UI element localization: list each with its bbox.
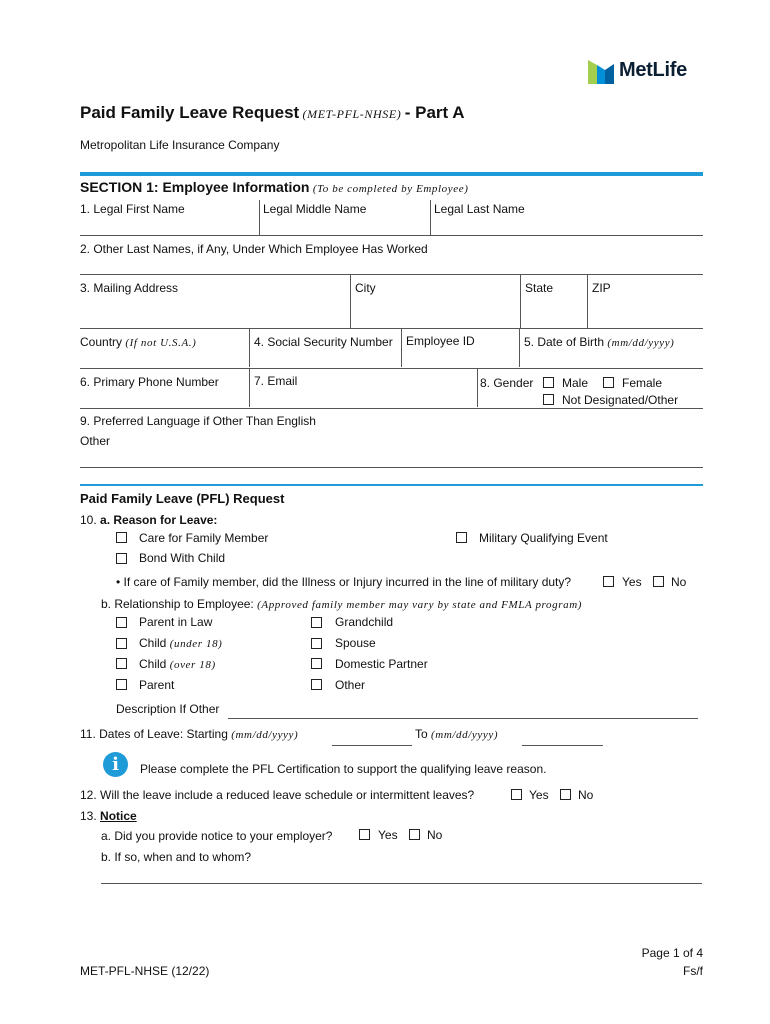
q11-start-format: (mm/dd/yyyy) — [231, 729, 299, 741]
other-names-label: 2. Other Last Names, if Any, Under Which Employee Has Worked — [80, 242, 428, 256]
reason-family-label: Care for Family Member — [139, 531, 269, 545]
employee-id-field[interactable] — [403, 350, 517, 365]
rel-parent-checkbox[interactable] — [116, 679, 127, 690]
q11-text: 11. Dates of Leave: Starting — [80, 727, 228, 741]
q10b-label — [101, 597, 582, 611]
last-name-field[interactable] — [432, 218, 702, 234]
rel-domestic-checkbox[interactable] — [311, 658, 322, 669]
email-field[interactable] — [251, 391, 475, 406]
dob-label — [524, 335, 674, 349]
employee-id-label: Employee ID — [406, 334, 475, 348]
gender-other-label: Not Designated/Other — [562, 393, 679, 407]
q13b-label: b. If so, when and to whom? — [101, 850, 252, 864]
dob-field[interactable] — [521, 350, 702, 365]
military-no-label: No — [671, 575, 687, 589]
pfl-rule — [80, 484, 703, 486]
ssn-field[interactable] — [251, 350, 399, 365]
country-field[interactable] — [80, 350, 247, 365]
q10a-text: a. Reason for Leave: — [100, 513, 218, 527]
q10b-note: (Approved family member may vary by state and FMLA program) — [257, 599, 583, 611]
rel-parent-label: Parent — [139, 678, 175, 692]
rel-other-checkbox[interactable] — [311, 679, 322, 690]
description-other-field[interactable] — [228, 702, 698, 719]
city-label: City — [355, 281, 376, 295]
language-label: 9. Preferred Language if Other Than English — [80, 414, 316, 428]
gender-male-label: Male — [562, 376, 589, 390]
q13a-label: a. Did you provide notice to your employer? — [101, 829, 333, 843]
q12-no-label: No — [578, 788, 594, 802]
zip-label: ZIP — [592, 281, 611, 295]
section1-title: SECTION 1: Employee Information — [80, 179, 310, 195]
footer-form-code: MET-PFL-NHSE (12/22) — [80, 964, 210, 978]
middle-name-field[interactable] — [261, 218, 429, 234]
language-other-label: Other — [80, 434, 111, 448]
q13-title: Notice — [100, 809, 137, 823]
state-field[interactable] — [522, 298, 585, 326]
q11-to-text: To — [415, 727, 428, 741]
q13-label — [80, 809, 137, 823]
other-names-field[interactable] — [80, 258, 702, 273]
start-date-field[interactable] — [332, 729, 412, 746]
gender-label: 8. Gender — [480, 376, 534, 390]
q12-label: 12. Will the leave include a reduced leave schedule or intermittent leaves? — [80, 788, 475, 802]
page-title — [80, 103, 465, 123]
rel-child-under-checkbox[interactable] — [116, 638, 127, 649]
q13-number: 13. — [80, 809, 97, 823]
section1-rule — [80, 172, 703, 176]
info-text: Please complete the PFL Certification to support the qualifying leave reason. — [140, 762, 547, 776]
company-name: Metropolitan Life Insurance Company — [80, 138, 280, 152]
last-name-label: Legal Last Name — [434, 202, 525, 216]
reason-military-label: Military Qualifying Event — [479, 531, 608, 545]
zip-field[interactable] — [589, 298, 702, 326]
q13a-no-checkbox[interactable] — [409, 829, 420, 840]
metlife-logo — [588, 58, 698, 86]
rel-child-over-text: Child — [139, 657, 167, 671]
q11-label — [80, 727, 298, 741]
q12-yes-label: Yes — [529, 788, 549, 802]
section1-heading — [80, 179, 469, 195]
rel-spouse-checkbox[interactable] — [311, 638, 322, 649]
reason-bond-label: Bond With Child — [139, 551, 226, 565]
dob-format: (mm/dd/yyyy) — [607, 337, 675, 349]
military-no-checkbox[interactable] — [653, 576, 664, 587]
middle-name-label: Legal Middle Name — [263, 202, 367, 216]
q10-number: 10. — [80, 513, 97, 527]
footer-page: Page 1 of 4 — [641, 946, 703, 960]
reason-bond-checkbox[interactable] — [116, 553, 127, 564]
rel-child-under-label — [139, 636, 222, 650]
military-yes-label: Yes — [622, 575, 642, 589]
section1-note: (To be completed by Employee) — [312, 183, 469, 195]
reason-family-checkbox[interactable] — [116, 532, 127, 543]
gender-other-checkbox[interactable] — [543, 394, 554, 405]
country-label — [80, 335, 196, 349]
mailing-address-label: 3. Mailing Address — [80, 281, 179, 295]
email-label: 7. Email — [254, 374, 298, 388]
ssn-label: 4. Social Security Number — [254, 335, 393, 349]
city-field[interactable] — [352, 298, 518, 326]
country-text: Country — [80, 335, 123, 349]
title-code: (MET-PFL-NHSE) — [302, 107, 402, 121]
pfl-heading: Paid Family Leave (PFL) Request — [80, 491, 285, 506]
description-other-label: Description If Other — [116, 702, 220, 716]
mailing-address-field[interactable] — [80, 298, 348, 326]
end-date-field[interactable] — [522, 729, 603, 746]
military-yes-checkbox[interactable] — [603, 576, 614, 587]
rel-domestic-label: Domestic Partner — [335, 657, 428, 671]
rel-other-label: Other — [335, 678, 366, 692]
rel-child-over-checkbox[interactable] — [116, 658, 127, 669]
military-question: • If care of Family member, did the Illness or Injury incurred in the line of military duty? — [116, 575, 572, 589]
rel-grandchild-checkbox[interactable] — [311, 617, 322, 628]
rel-child-under-note: (under 18) — [169, 638, 223, 650]
rel-child-over-label — [139, 657, 216, 671]
rel-spouse-label: Spouse — [335, 636, 376, 650]
first-name-label: 1. Legal First Name — [80, 202, 185, 216]
state-label: State — [525, 281, 554, 295]
q13a-yes-label: Yes — [378, 828, 398, 842]
phone-field[interactable] — [80, 391, 247, 406]
phone-label: 6. Primary Phone Number — [80, 375, 219, 389]
q11-to-label — [415, 727, 498, 741]
title-part: - Part A — [404, 103, 465, 122]
reason-military-checkbox[interactable] — [456, 532, 467, 543]
info-icon: i — [103, 752, 128, 777]
rel-grandchild-label: Grandchild — [335, 615, 394, 629]
metlife-mark-icon — [588, 58, 614, 84]
logo-text: MetLife — [619, 59, 687, 81]
q13a-no-label: No — [427, 828, 443, 842]
q12-no-checkbox[interactable] — [560, 789, 571, 800]
dob-text: 5. Date of Birth — [524, 335, 605, 349]
q11-end-format: (mm/dd/yyyy) — [431, 729, 499, 741]
gender-female-checkbox[interactable] — [603, 377, 614, 388]
rel-parent-in-law-checkbox[interactable] — [116, 617, 127, 628]
rel-child-over-note: (over 18) — [169, 659, 216, 671]
q10-label — [80, 513, 217, 527]
q10b-text: b. Relationship to Employee: — [101, 597, 254, 611]
title-main: Paid Family Leave Request — [80, 103, 300, 122]
q13a-yes-checkbox[interactable] — [359, 829, 370, 840]
q13b-field[interactable] — [101, 866, 702, 884]
footer-fs: Fs/f — [683, 964, 703, 978]
q12-yes-checkbox[interactable] — [511, 789, 522, 800]
gender-male-checkbox[interactable] — [543, 377, 554, 388]
gender-female-label: Female — [622, 376, 663, 390]
country-note: (If not U.S.A.) — [125, 337, 197, 349]
rel-parent-in-law-label: Parent in Law — [139, 615, 213, 629]
first-name-field[interactable] — [80, 218, 258, 234]
language-field[interactable] — [80, 450, 702, 465]
rel-child-under-text: Child — [139, 636, 167, 650]
